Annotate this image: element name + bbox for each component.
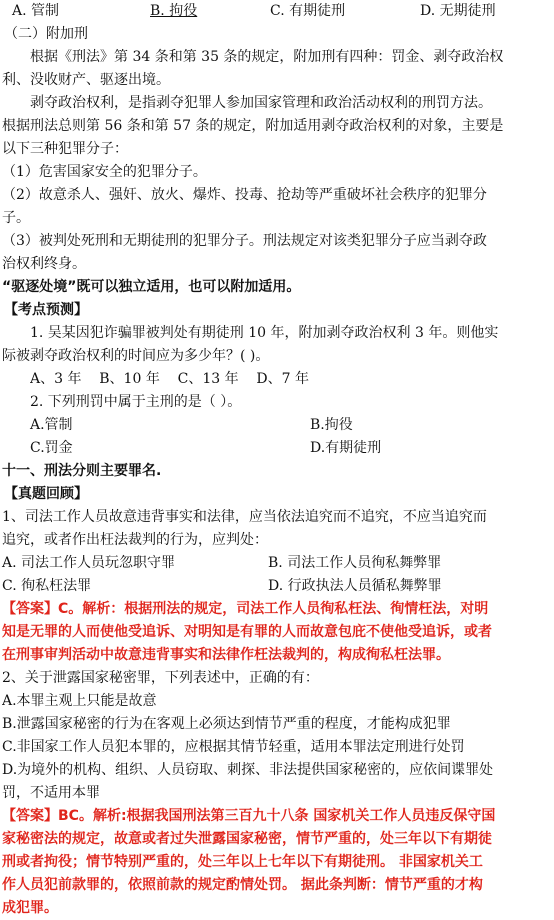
question-options [0, 437, 554, 460]
option-b: B.拘役 [310, 417, 353, 433]
option-a: A. 司法工作人员玩忽职守罪 [2, 555, 176, 571]
list-item: （3）被判处死刑和无期徒刑的犯罪分子。刑法规定对该类犯罪分子应当剥夺政 [2, 233, 487, 249]
section-heading-additional: （二）附加刑 [4, 26, 88, 42]
answer-line: 成犯罪。 [2, 900, 58, 916]
option-line: B.泄露国家秘密的行为在客观上必须达到情节严重的程度，才能构成犯罪 [2, 716, 451, 732]
bold-note: “驱逐处境”既可以独立适用，也可以附加适用。 [2, 279, 301, 295]
question-options: A、3 年 B、10 年 C、13 年 D、7 年 [30, 371, 309, 387]
option-line: A.本罪主观上只能是故意 [2, 693, 157, 709]
option-line: D.为境外的机构、组织、人员窃取、刺探、非法提供国家秘密的，应依间谍罪处 [2, 762, 494, 778]
option-d: D.有期徒刑 [310, 440, 382, 456]
list-item: 治权利终身。 [2, 256, 86, 272]
question-line: 2. 下列刑罚中属于主刑的是（ ）。 [30, 394, 242, 410]
question-line: 1. 吴某因犯诈骗罪被判处有期徒刑 10 年，附加剥夺政治权利 3 年。则他实 [30, 325, 499, 341]
question-line: 2、关于泄露国家秘密罪，下列表述中，正确的有： [2, 670, 319, 686]
paragraph-line: 以下三种犯罪分子： [2, 141, 128, 157]
paragraph-line: 根据刑法总则第 56 条和第 57 条的规定，附加适用剥夺政治权利的对象，主要是 [2, 118, 504, 134]
answer-line: 【答案】C。解析：根据刑法的规定，司法工作人员徇私枉法、徇情枉法，对明 [2, 601, 489, 617]
list-item: （1）危害国家安全的犯罪分子。 [2, 164, 207, 180]
answer-line: 知是无罪的人而使他受追诉、对明知是有罪的人而故意包庇不使他受追诉，或者 [2, 624, 492, 640]
option-line: 罚，不适用本罪 [2, 785, 100, 801]
answer-line: 作人员犯前款罪的，依照前款的规定酌情处罚。 据此条判断：情节严重的才构 [2, 877, 483, 893]
list-item: 子。 [2, 210, 30, 226]
option-d: D. 行政执法人员循私舞弊罪 [268, 578, 442, 594]
option-c: C.罚金 [30, 440, 73, 456]
list-item: （2）故意杀人、强奸、放火、爆炸、投毒、抢劫等严重破坏社会秩序的犯罪分 [2, 187, 487, 203]
option-c: C. 有期徒刑 [270, 3, 346, 19]
review-heading: 【真题回顾】 [4, 486, 88, 502]
answer-line: 【答案】BC。解析:根据我国刑法第三百九十八条 国家机关工作人员违反保守国 [2, 808, 496, 824]
answer-line: 在刑事审判活动中故意违背事实和法律作枉法裁判的，构成徇私枉法罪。 [2, 647, 450, 663]
question-options [0, 575, 554, 598]
option-b: B. 司法工作人员徇私舞弊罪 [268, 555, 442, 571]
section-heading-crimes: 十一、刑法分则主要罪名. [2, 463, 162, 479]
option-d: D. 无期徒刑 [420, 3, 496, 19]
question-options [0, 414, 554, 437]
option-a: A. 管制 [12, 3, 60, 19]
forecast-heading: 【考点预测】 [4, 302, 88, 318]
question-line: 1、司法工作人员故意违背事实和法律，应当依法追究而不追究，不应当追究而 [2, 509, 487, 525]
question-line: 际被剥夺政治权利的时间应为多少年？( )。 [2, 348, 270, 364]
paragraph-line: 剥夺政治权利，是指剥夺犯罪人参加国家管理和政治活动权利的刑罚方法。 [30, 95, 492, 111]
paragraph-line: 根据《刑法》第 34 条和第 35 条的规定，附加刑有四种：罚金、剥夺政治权 [30, 49, 504, 65]
option-b: B. 拘役 [150, 3, 198, 19]
question-options [0, 552, 554, 575]
answer-line: 家秘密法的规定，故意或者过失泄露国家秘密，情节严重的，处三年以下有期徒 [2, 831, 492, 847]
option-a: A.管制 [30, 417, 73, 433]
question-line: 追究，或者作出枉法裁判的行为，应判处： [2, 532, 268, 548]
paragraph-line: 利、没收财产、驱逐出境。 [2, 72, 170, 88]
option-line: C.非国家工作人员犯本罪的，应根据其情节轻重，适用本罪法定刑进行处罚 [2, 739, 465, 755]
option-c: C. 徇私枉法罪 [2, 578, 92, 594]
prev-question-options [0, 0, 554, 23]
answer-line: 刑或者拘役；情节特别严重的，处三年以上七年以下有期徒刑。 非国家机关工 [2, 854, 483, 870]
